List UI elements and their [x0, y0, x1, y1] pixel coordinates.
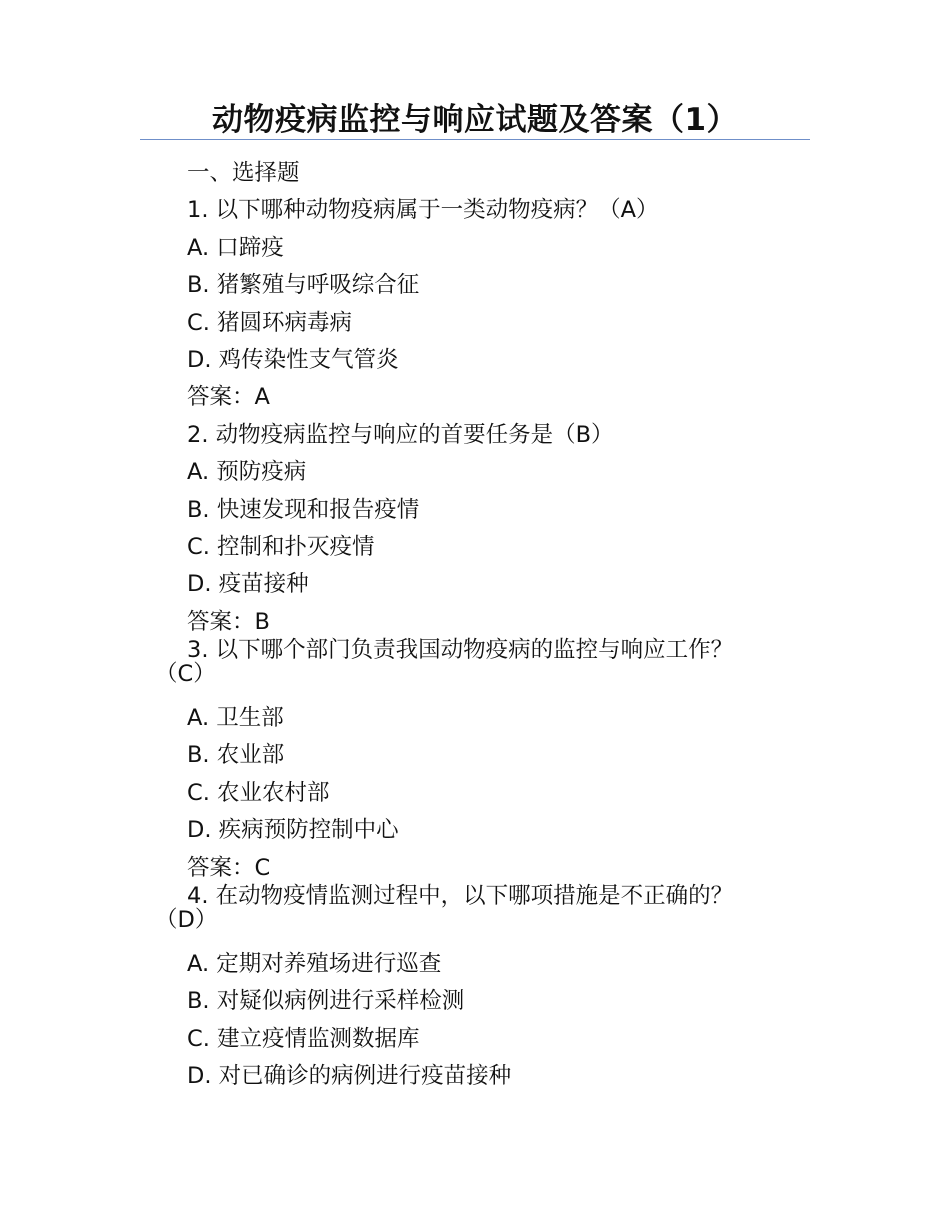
option-a: A. 口蹄疫 — [187, 234, 284, 261]
answer-line: 答案：C — [187, 854, 271, 881]
option-c: C. 建立疫情监测数据库 — [187, 1025, 420, 1052]
option-c: C. 控制和扑灭疫情 — [187, 533, 375, 560]
question-stem-wrapped — [0, 883, 950, 946]
question-stem: 1. 以下哪种动物疫病属于一类动物疫病？（A） — [187, 197, 659, 224]
question-stem-line2: （D） — [155, 907, 218, 934]
question-stem: 2. 动物疫病监控与响应的首要任务是（B） — [187, 421, 614, 448]
option-d: D. 疾病预防控制中心 — [187, 817, 399, 844]
document-title: 动物疫病监控与响应试题及答案（1） — [211, 102, 739, 138]
answer-line: 答案：B — [187, 608, 270, 635]
option-b: B. 猪繁殖与呼吸综合征 — [187, 272, 420, 299]
question-stem-line1: 4. 在动物疫情监测过程中，以下哪项措施是不正确的？ — [187, 883, 734, 910]
option-b: B. 农业部 — [187, 742, 285, 769]
document-body — [0, 155, 950, 1096]
option-a: A. 卫生部 — [187, 705, 284, 732]
answer-line: 答案：A — [187, 384, 270, 411]
question-stem-wrapped — [0, 637, 950, 700]
question-stem-line1: 3. 以下哪个部门负责我国动物疫病的监控与响应工作？ — [187, 637, 734, 664]
option-d: D. 疫苗接种 — [187, 571, 309, 598]
option-d: D. 对已确诊的病例进行疫苗接种 — [187, 1063, 512, 1090]
option-a: A. 定期对养殖场进行巡查 — [187, 951, 442, 978]
section-heading: 一、选择题 — [187, 160, 300, 186]
option-c: C. 农业农村部 — [187, 779, 330, 806]
option-b: B. 快速发现和报告疫情 — [187, 496, 420, 523]
option-d: D. 鸡传染性支气管炎 — [187, 346, 399, 373]
option-a: A. 预防疫病 — [187, 459, 307, 486]
option-b: B. 对疑似病例进行采样检测 — [187, 988, 465, 1015]
option-c: C. 猪圆环病毒病 — [187, 309, 353, 336]
question-stem-line2: （C） — [155, 661, 216, 688]
title-underline — [140, 139, 810, 140]
